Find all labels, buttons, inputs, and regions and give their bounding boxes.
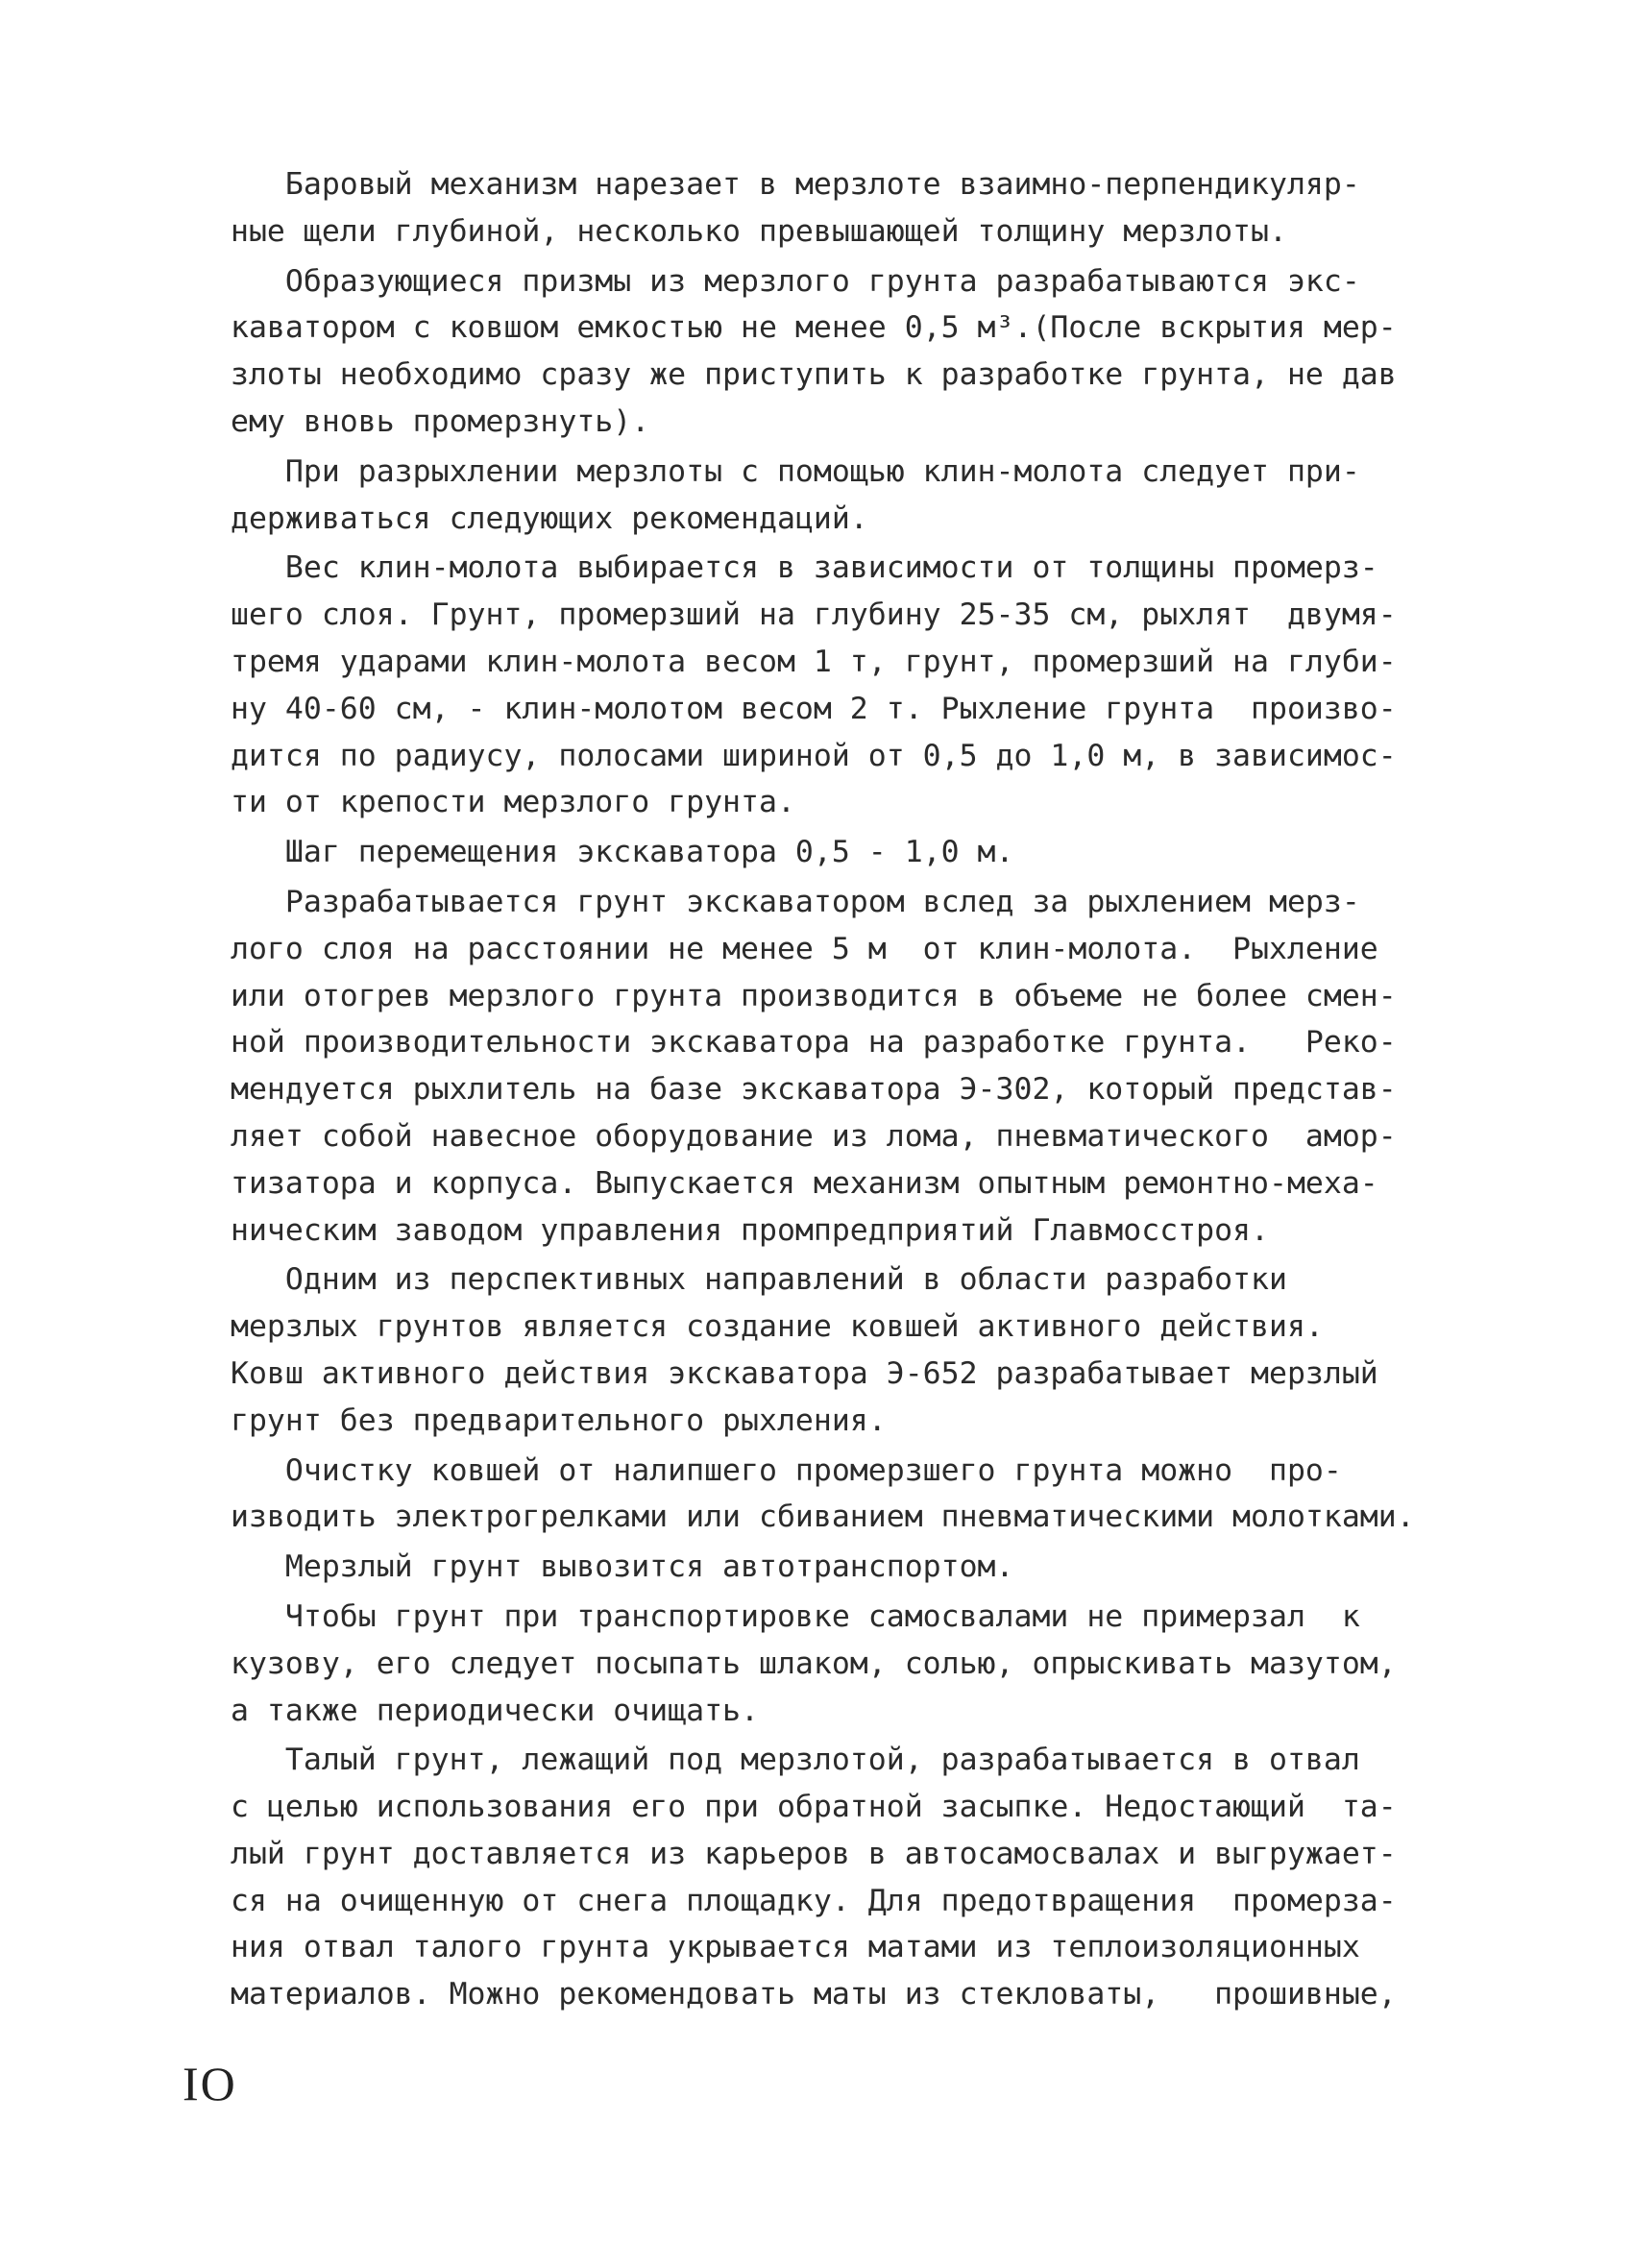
text-line: ся на очищенную от снега площадку. Для предотвращения промерза- (231, 1883, 1397, 1918)
text-line: Разрабатывается грунт экскаватором вслед за рыхлением мерз- (231, 884, 1360, 919)
text-line: Образующиеся призмы из мерзлого грунта разрабатываются экс- (231, 263, 1360, 299)
text-line: шего слоя. Грунт, промерзший на глубину 25-35 см, рыхлят двумя- (231, 597, 1397, 633)
text-line: ну 40-60 см, - клин-молотом весом 2 т. Рыхление грунта произво- (231, 691, 1397, 726)
text-line: ти от крепости мерзлого грунта. (231, 785, 795, 820)
text-line: с целью использования его при обратной засыпке. Недостающий та- (231, 1790, 1397, 1825)
text-line: или отогрев мерзлого грунта производится в объеме не более смен- (231, 978, 1397, 1013)
body-text (231, 161, 1441, 2018)
text-line: Вес клин-молота выбирается в зависимости от толщины промерз- (231, 550, 1378, 586)
text-line: изводить электрогрелками или сбиванием пневматическими молотками. (231, 1500, 1415, 1535)
text-line: ническим заводом управления промпредприятий Главмосстроя. (231, 1212, 1269, 1248)
text-line: кузову, его следует посыпать шлаком, солью, опрыскивать мазутом, (231, 1646, 1397, 1681)
text-line: каватором с ковшом емкостью не менее 0,5 м³.(После вскрытия мер- (231, 310, 1397, 346)
page-number: IO (183, 2057, 237, 2110)
text-line: ляет собой навесное оборудование из лома, пневматического амор- (231, 1118, 1397, 1154)
text-line: злоты необходимо сразу же приступить к разработке грунта, не дав (231, 357, 1397, 393)
text-line: держиваться следующих рекомендаций. (231, 500, 868, 536)
text-line: грунт без предварительного рыхления. (231, 1402, 887, 1438)
text-line: ния отвал талого грунта укрывается матами из теплоизоляционных (231, 1930, 1360, 1965)
text-line: Чтобы грунт при транспортировке самосвалами не примерзал к (231, 1598, 1360, 1634)
text-line: лого слоя на расстоянии не менее 5 м от клин-молота. Рыхление (231, 931, 1378, 966)
text-line: Мерзлый грунт вывозится автотранспортом. (231, 1549, 1014, 1585)
text-line: Шаг перемещения экскаватора 0,5 - 1,0 м. (231, 835, 1014, 870)
text-line: а также периодически очищать. (231, 1693, 759, 1728)
text-line: мендуется рыхлитель на базе экскаватора Э-302, который представ- (231, 1072, 1397, 1108)
text-line: лый грунт доставляется из карьеров в автосамосвалах и выгружает- (231, 1836, 1397, 1871)
text-line: Очистку ковшей от налипшего промерзшего грунта можно про- (231, 1452, 1342, 1488)
text-line: ему вновь промерзнуть). (231, 403, 650, 439)
text-line: мерзлых грунтов является создание ковшей активного действия. (231, 1309, 1324, 1345)
text-line: тремя ударами клин-молота весом 1 т, грунт, промерзший на глуби- (231, 644, 1397, 679)
text-line: Талый грунт, лежащий под мерзлотой, разрабатывается в отвал (231, 1743, 1360, 1778)
text-line: Баровый механизм нарезает в мерзлоте взаимно-перпендикуляр- (231, 167, 1360, 202)
text-line: ной производительности экскаватора на разработке грунта. Реко- (231, 1025, 1397, 1061)
text-line: материалов. Можно рекомендовать маты из стекловаты, прошивные, (231, 1977, 1397, 2012)
text-line: тизатора и корпуса. Выпускается механизм опытным ремонтно-меха- (231, 1165, 1378, 1201)
text-line: дится по радиусу, полосами шириной от 0,5 до 1,0 м, в зависимос- (231, 738, 1397, 773)
text-line: ные щели глубиной, несколько превышающей толщину мерзлоты. (231, 213, 1287, 249)
text-line: Одним из перспективных направлений в области разработки (231, 1262, 1287, 1298)
text-line: Ковш активного действия экскаватора Э-652 разрабатывает мерзлый (231, 1355, 1378, 1391)
text-line: При разрыхлении мерзлоты с помощью клин-молота следует при- (231, 453, 1360, 489)
